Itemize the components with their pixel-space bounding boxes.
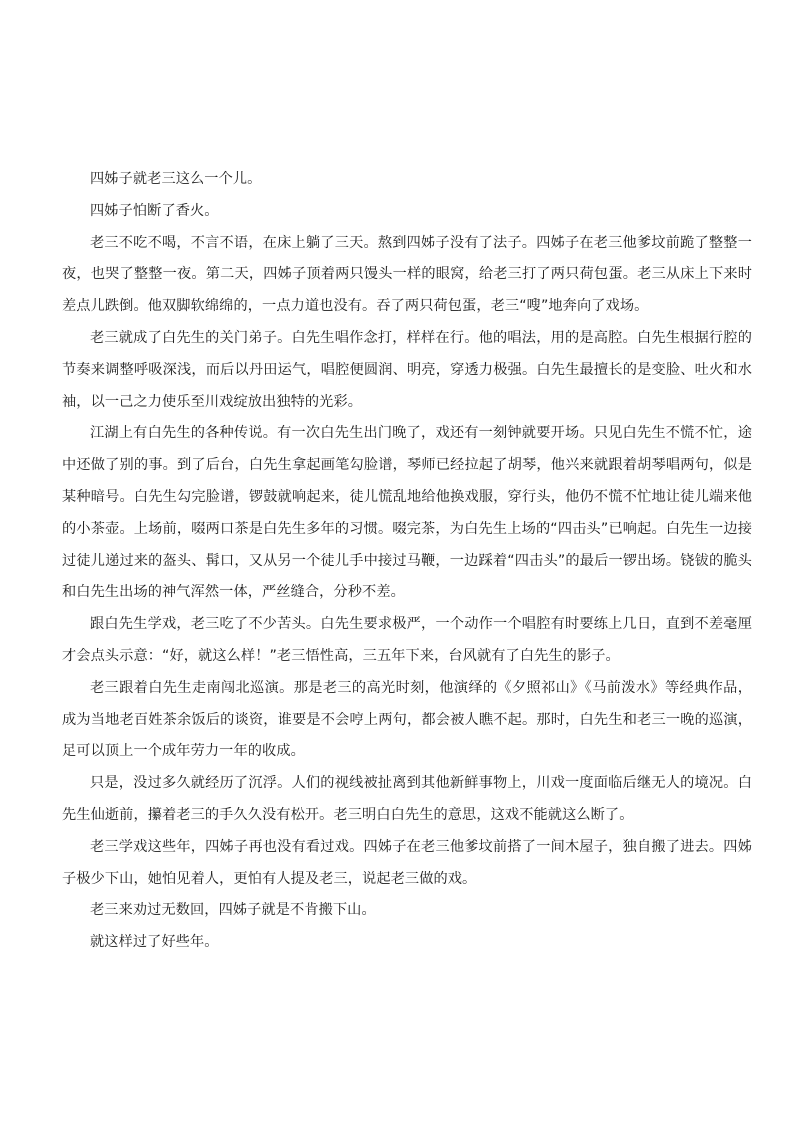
paragraph-3: 老三不吃不喝，不言不语，在床上躺了三天。熬到四姊子没有了法子。四姊子在老三他爹坟前跪了整整一夜，也哭了整整一夜。第二天，四姊子顶着两只馒头一样的眼窝，给老三打了两只荷包蛋。老三从床上下来时差点儿跌倒。他双脚软绵绵的，一点力道也没有。吞了两只荷包蛋，老三“嗖”地奔向了戏场。 bbox=[62, 234, 752, 315]
paragraph-9: 老三学戏这些年，四姊子再也没有看过戏。四姊子在老三他爹坟前搭了一间木屋子，独自搬了进去。四姊子极少下山，她怕见着人，更怕有人提及老三，说起老三做的戏。 bbox=[62, 838, 752, 887]
paragraph-8: 只是，没过多久就经历了沉浮。人们的视线被扯离到其他新鲜事物上，川戏一度面临后继无人的境况。白先生仙逝前，攥着老三的手久久没有松开。老三明白白先生的意思，这戏不能就这么断了。 bbox=[62, 775, 752, 823]
paragraph-4: 老三就成了白先生的关门弟子。白先生唱作念打，样样在行。他的唱法，用的是高腔。白先生根据行腔的节奏来调整呼吸深浅，而后以丹田运气，唱腔便圆润、明亮，穿透力极强。白先生最擅长的是变脸、吐火和水袖，以一己之力使乐至川戏绽放出独特的光彩。 bbox=[62, 329, 752, 410]
paragraph-10: 老三来劝过无数回，四姊子就是不肯搬下山。 bbox=[90, 902, 376, 919]
paragraph-1: 四姊子就老三这么一个儿。 bbox=[90, 171, 262, 187]
paragraph-5: 江湖上有白先生的各种传说。有一次白先生出门晚了，戏还有一刻钟就要开场。只见白先生不慌不忙，途中还做了别的事。到了后台，白先生拿起画笔勾脸谱，琴师已经拉起了胡琴，他兴来就跟着胡琴唱两句，似是某种暗号。白先生勾完脸谱，锣鼓就响起来，徒儿慌乱地给他换戏服，穿行头，他仍不慌不忙地让徒儿端来他的小茶壶。上场前，啜两口茶是白先生多年的习惯。啜完茶，为白先生上场的“四击头”已响起。白先生一边接过徒儿递过来的盔头、髯口，又从另一个徒儿手中接过马鞭，一边踩着“四击头”的最后一锣出场。铙钹的脆头和白先生出场的神气浑然一体，严丝缝合，分秒不差。 bbox=[62, 425, 752, 601]
paragraph-11: 就这样过了好些年。 bbox=[90, 934, 219, 951]
paragraph-6: 跟白先生学戏，老三吃了不少苦头。白先生要求极严，一个动作一个唱腔有时要练上几日，直到不差毫厘才会点头示意：“好，就这么样！”老三悟性高，三五年下来，台风就有了白先生的影子。 bbox=[62, 616, 752, 664]
article-body bbox=[62, 164, 752, 959]
paragraph-7: 老三跟着白先生走南闯北巡演。那是老三的高光时刻，他演绎的《夕照祁山》《马前泼水》等经典作品，成为当地老百姓茶余饭后的谈资，谁要是不会哼上两句，都会被人瞧不起。那时，白先生和老三一晚的巡演，足可以顶上一个成年劳力一年的收成。 bbox=[62, 679, 752, 760]
paragraph-2: 四姊子怕断了香火。 bbox=[90, 202, 219, 219]
